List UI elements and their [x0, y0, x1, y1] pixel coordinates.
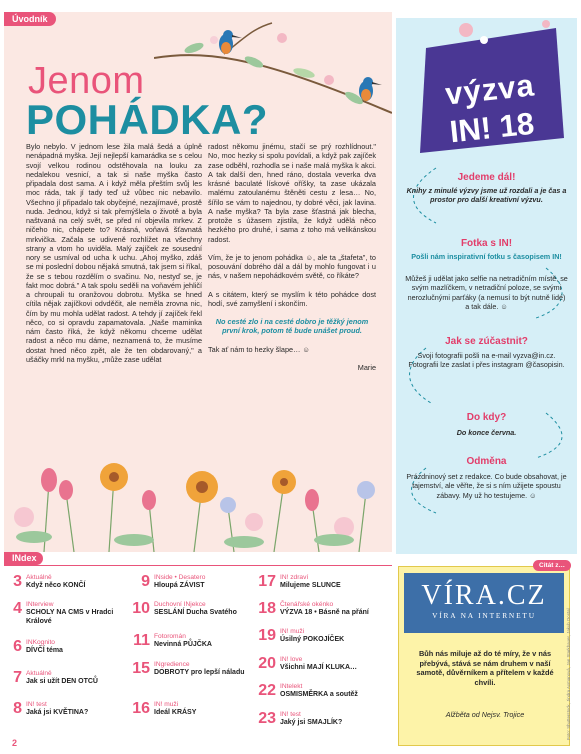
article-column-right [208, 142, 376, 381]
index-page-number: 19 [258, 627, 276, 644]
index-category: INKognito [26, 639, 55, 646]
index-page-number: 8 [13, 700, 22, 717]
index-category: IN! muži [154, 701, 179, 708]
index-category: Aktuálně [26, 670, 52, 677]
article-paragraph: Bylo nebylo. V jednom lese žila malá šedá a úplně nenápadná myška. Její nejlepší kamarádka se s celou svojí velkou rodinou odstěhovala na louku za nedalekou vesnicí, a tak si naše myška často připadala dost sama. A i když měla přeštím svůj les moc ráda, tak jí tady teď už vůbec nic nebavilo. Všechno jí připadalo tak obyčejné, nezajímavé, prostě nuda. Jednou, když si tak přemýšlela o životě a byla naštvaná na celý svět, se před ní objevila mrkev. Z ničeho nic, chápete to? Krásná, voňavá šťavnatá mrkvička. Začala se udiveně rozhlížet na všechny strany a vtom ho uviděla. Malý zajíček ze sousední nory se usmíval od ucha k uchu. „Ahoj myško, zdáš se mi poslední dobou nějaká smutná, tak jsem si říkal, že se s tebou rozdělím o svačinu. No, nestyď se, je fakt moc dobrá." A tak spolu seděli na voňavém jehličí a chroupali tu oranžovou dobrotu. Myška se hned cítila nějak zajíčkovi odvděčit, ale neměla zrovna nic, čím by mu mohla udělat radost. A tehdy jí zajíček řekl něco, co si opravdu zapamatovala. „Naše maminka nám často říká, že když někomu chceme udělat radost a něco mu dáme, neznamená to, že musíme dostat hned něco zpět, ale že ten obdarovaný," a ušáčky mrkl na myšku, „může zase udělat [26, 142, 202, 364]
index-category: INgredience [154, 661, 190, 668]
index-page-number: 6 [13, 638, 22, 655]
index-title: Nevinná PŮJČKA [154, 641, 212, 648]
index-title: Jaký jsi SMAJLÍK? [280, 719, 343, 726]
index-page-number: 18 [258, 600, 276, 617]
index-tag: INdex [4, 552, 43, 565]
index-title: Milujeme SLUNCE [280, 582, 341, 589]
index-page-number: 3 [13, 573, 22, 590]
index-page-number: 16 [132, 700, 150, 717]
index-item[interactable] [4, 600, 138, 626]
index-item[interactable] [258, 627, 392, 653]
index-category: IN! zdraví [280, 574, 309, 581]
index-category: IN! test [26, 701, 47, 708]
index-category: INtelekt [280, 683, 303, 690]
index-item[interactable] [4, 638, 138, 664]
index-title: Všichni MAJÍ KLUKA… [280, 664, 358, 671]
index-item[interactable] [258, 655, 392, 681]
vira-cz-logo[interactable] [404, 573, 564, 633]
index-page-number: 7 [13, 669, 22, 686]
title-line-1: Jenom [28, 60, 145, 102]
index-item[interactable] [4, 700, 138, 726]
index-title: Ideál KRÁSY [154, 709, 197, 716]
article-paragraph: Vím, že je to jenom pohádka ☺, ale ta „štafeta", to posouvání dobrého dál a dál by mohlo fungovat i u nás, v našem nepohádkovém světě, co říkáte? [208, 252, 376, 281]
challenge-panel [396, 18, 577, 554]
index-divider [4, 565, 392, 566]
index-category: IN! muži [280, 628, 305, 635]
challenge-note: Pošli nám inspirativní fotku s časopisem IN! [411, 252, 562, 261]
index-title: OSMISMĚRKA a soutěž [280, 691, 358, 698]
logo-main-text: VÍRA.CZ [421, 580, 547, 611]
index-title: SESLÁNÍ Ducha Svatého [154, 609, 237, 616]
challenge-text: Můžeš ji udělat jako selfie na netradičním místě, se svým mazlíčkem, v netradiční poloze, se svými nerozlučnými parťáky (a nemusí to být nutně lidé) a tak dále. ☺ [405, 274, 568, 312]
challenge-heading: Jedeme dál! [457, 172, 516, 183]
index-category: INside • Desatero [154, 574, 206, 581]
index-category: Fotoromán [154, 633, 186, 640]
index-item[interactable] [4, 669, 138, 695]
index-item[interactable] [132, 573, 266, 599]
challenge-heading: Odměna [466, 456, 507, 467]
article-closing: Tak ať nám to hezky šlape… ☺ [208, 344, 310, 354]
index-page-number: 23 [258, 710, 276, 727]
logo-sub-text: VÍRA NA INTERNETU [432, 611, 536, 620]
index-page-number: 11 [133, 632, 150, 649]
index-item[interactable] [132, 660, 266, 686]
index-category: IN! love [280, 656, 303, 663]
index-page-number: 20 [258, 655, 276, 672]
index-item[interactable] [132, 600, 266, 626]
index-page-number: 4 [13, 600, 22, 617]
index-item[interactable] [258, 573, 392, 599]
index-title: Hloupá ZÁVIST [154, 582, 205, 589]
index-item[interactable] [258, 682, 392, 708]
index-category: INterview [26, 601, 54, 608]
article-quote: No cesté zlo i na cesté dobro je těžký jenom první krok, potom tě bude unášet proud. [215, 317, 369, 336]
index-title: SCHOLY NA CMS v Hradci Králové [26, 609, 114, 625]
editorial-article [4, 12, 392, 552]
challenge-heading: Do kdy? [466, 412, 507, 423]
index-item[interactable] [132, 700, 266, 726]
page-number: 2 [12, 738, 18, 748]
index-category: Aktuálně [26, 574, 52, 581]
article-paragraph: A s citátem, který se myslím k této pohádce dost hodí, své zamyšlení i skončím. [208, 289, 376, 308]
badge-text-line-1: výzva [443, 67, 537, 112]
quote-author: Alžběta od Nejsv. Trojice [445, 710, 525, 719]
article-paragraph: radost někomu jinému, stačí se prý rozhlídnout." No, moc hezky si spolu povídali, a když pak zajíček zase odběhl, rozhodla se i naše malá myška k akci. A tak další den, hned ráno, dostala veverka dva krásné baculaté lískové oříšky, ta zase ukázala malému zatoulanému štěněti cestu z lesa… No, šířilo se vám to najednou, ty dobré věci, jak lavina. A naše myška? Ta byla zase šťastná jak blecha, protože s úžasem zjistila, že když udělá něco hezkého pro druhé, i sama z toho má velikánskou radost. [208, 142, 376, 244]
index-item[interactable] [258, 710, 392, 736]
index-page-number: 22 [258, 682, 276, 699]
index-title: Úsilný POKOJÍČEK [280, 636, 345, 643]
badge-text-line-2: IN! 18 [448, 105, 536, 150]
section-tag: Úvodník [4, 12, 56, 26]
challenge-text: Prázdninový set z redakce. Co bude obsahovat, je tajemství, ale věřte, že si s ním užijete spoustu zábavy. My už ho testujeme. ☺ [406, 472, 567, 500]
index-page-number: 15 [132, 660, 150, 677]
index-page-number: 9 [141, 573, 150, 590]
index-title: DÍVČÍ téma [26, 647, 63, 654]
index-page-number: 17 [258, 573, 276, 590]
flower-meadow-illustration [4, 432, 392, 552]
index-category: Duchovní INjekce [154, 601, 206, 608]
challenge-text: Knihy z minulé výzvy jsme už rozdali a je čas a prostor pro další kreativní výzvu. [406, 186, 567, 205]
index-title: Jak si užít DEN OTCŮ [26, 678, 98, 685]
article-column-left [26, 142, 202, 373]
index-category: IN! test [280, 711, 301, 718]
challenge-text: Do konce června. [456, 428, 517, 437]
article-signature: Marie [357, 362, 376, 372]
challenge-heading: Fotka s IN! [460, 238, 513, 249]
index-title: VÝZVA 18 • Básně na přání [280, 609, 369, 616]
quote-source-tag: Citát z… [533, 560, 571, 571]
vira-cz-quote-box [398, 562, 570, 746]
title-line-2: POHÁDKA? [26, 96, 268, 143]
index-title: Když něco KONČÍ [26, 582, 86, 589]
index-item[interactable] [258, 600, 392, 626]
challenge-text: Svoji fotografii pošli na e-mail vyzva@in.cz. Fotografii lze zaslat i přes instagram @časopisin. [408, 351, 565, 370]
photo-credits: Foto: Shutterstock, Jindra Axmanová, Jan Starkbauer, Jakub Dostal [566, 608, 571, 740]
index-title: DOBROTY pro lepší náladu [154, 669, 245, 676]
index-item[interactable] [132, 632, 266, 658]
index-title: Jaká jsi KVĚTINA? [26, 709, 89, 716]
index-item[interactable] [4, 573, 138, 599]
challenge-heading: Jak se zúčastnit? [445, 336, 528, 347]
index-page-number: 10 [132, 600, 150, 617]
quote-text: Bůh nás miluje až do té míry, že v nás přebývá, stává se nám druhem v naší samotě, důvěrníkem a přítelem v každé chvíli. [416, 649, 554, 687]
index-category: Čtenářské okénko [280, 601, 334, 608]
